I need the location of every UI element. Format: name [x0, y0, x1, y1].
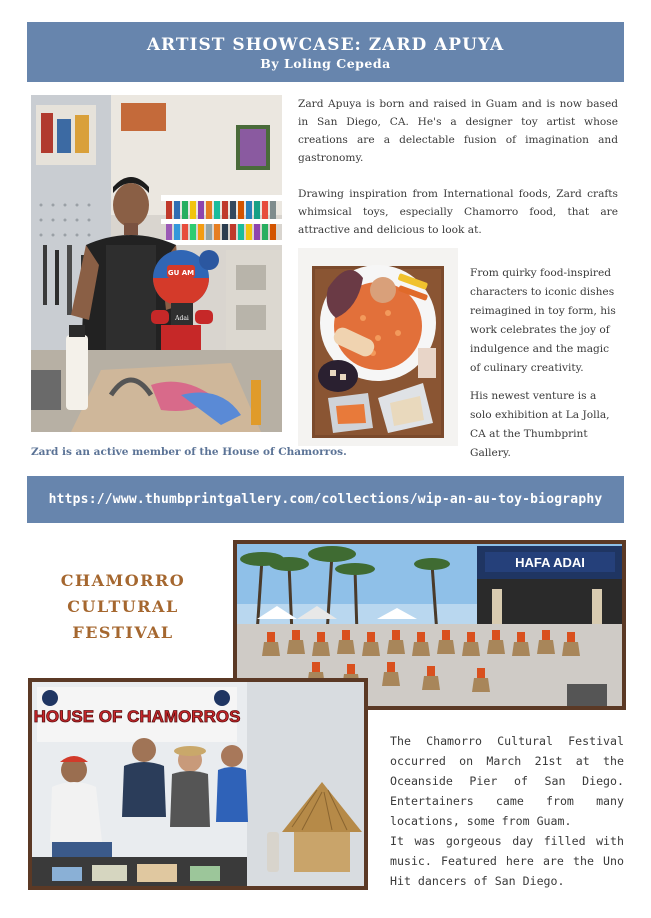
- page-title: ARTIST SHOWCASE: ZARD APUYA: [146, 35, 505, 55]
- stage-sign: HAFA ADAI: [515, 555, 585, 570]
- gallery-link[interactable]: https://www.thumbprintgallery.com/collections/wip-an-au-toy-biography: [27, 476, 624, 523]
- article-paragraph-4: His newest venture is a solo exhibition at La Jolla, CA at the Thumbprint Gallery.: [470, 390, 610, 459]
- festival-description: [390, 731, 624, 891]
- festival-paragraph-2: It was gorgeous day filled with music. Featured here are the Uno Hit dancers of San Diego.: [390, 834, 624, 888]
- festival-title-line-2: CULTURAL: [67, 597, 179, 616]
- photo-caption: Zard is an active member of the House of Chamorros.: [31, 446, 347, 458]
- festival-title-line-3: FESTIVAL: [72, 623, 174, 642]
- toy-name: Adai: [175, 315, 189, 322]
- article-paragraph-3: From quirky food-inspired characters to iconic dishes reimagined in toy form, his work celebrates the joy of indulgence and the magic of culinary creativity.: [470, 267, 616, 374]
- food-toy-photo: [298, 248, 458, 446]
- article-paragraph-2: Drawing inspiration from International foods, Zard crafts whimsical toys, especially Chamorro food, that are attractive and delicious to look at.: [298, 188, 618, 236]
- festival-title: [40, 568, 206, 646]
- artist-photo: [31, 95, 282, 432]
- festival-paragraph-1: The Chamorro Cultural Festival occurred on March 21st at the Oceanside Pier of San Diego. Entertainers came from many locations, some from Guam.: [390, 734, 624, 828]
- article-paragraph-1: Zard Apuya is born and raised in Guam and is now based in San Diego, CA. He's a designer toy artist whose creations are a delectable fusion of imagination and gastronomy.: [298, 98, 618, 164]
- byline: By Loling Cepeda: [260, 56, 391, 71]
- festival-title-line-1: CHAMORRO: [60, 571, 186, 590]
- booth-photo: [28, 678, 368, 890]
- header-banner: [27, 22, 624, 82]
- toy-badge: GU AM: [167, 269, 195, 277]
- booth-banner-text: HOUSE OF CHAMORROS: [33, 707, 241, 726]
